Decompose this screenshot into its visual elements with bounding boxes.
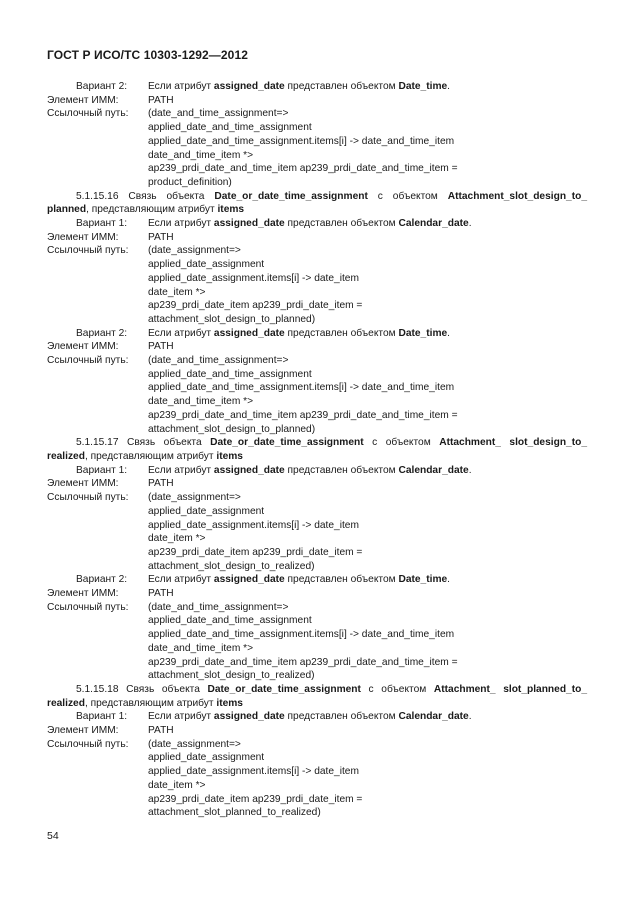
mapping-row [47,368,587,382]
mapping-row [47,327,587,341]
text-span: представлен объектом [284,464,399,476]
bold-term: Date_or_date_time_assignment [207,683,361,695]
text-span: ap239_prdi_date_and_time_item ap239_prdi_date_and_time_item = [148,656,458,668]
text-span: ap239_prdi_date_item ap239_prdi_date_item = [148,793,363,805]
row-label [47,313,148,327]
text-span: PATH [148,725,174,737]
page-header: ГОСТ Р ИСО/ТС 10303-1292—2012 [47,48,248,62]
text-span: Если атрибут [148,81,214,92]
text-span: attachment_slot_planned_to_realized) [148,807,321,819]
mapping-row [47,642,587,656]
row-label: Вариант 1: [76,464,128,476]
bold-term: items [217,204,245,216]
bold-term: assigned_date [213,711,285,723]
row-value [148,738,587,752]
mapping-row [47,505,587,519]
text-span: Если атрибут [148,464,214,476]
mapping-row [47,80,587,94]
text-span: (date_assignment=> [148,738,241,750]
mapping-row [47,751,587,765]
row-label: Элемент ИММ: [47,231,119,243]
mapping-row [47,299,587,313]
text-span: attachment_slot_design_to_realized) [148,670,315,682]
text-span: представлен объектом [284,574,399,586]
section-heading [47,683,587,710]
row-value [148,546,587,560]
row-label [47,779,148,793]
mapping-row [47,601,587,615]
text-span: applied_date_assignment [148,505,265,517]
mapping-row [47,381,587,395]
row-value [148,656,587,670]
text-span: applied_date_assignment [148,752,265,764]
row-value [148,381,587,395]
row-label [47,258,148,272]
row-value [148,217,587,231]
row-value [148,409,587,423]
row-value [148,793,587,807]
row-value [148,80,587,94]
text-span: (date_and_time_assignment=> [148,601,289,613]
text-span: Если атрибут [148,327,214,339]
row-label: Элемент ИММ: [47,341,119,353]
mapping-row [47,107,587,121]
row-label [47,560,148,574]
row-label: Элемент ИММ: [47,94,119,106]
row-label: Ссылочный путь: [47,108,129,120]
row-label [47,546,148,560]
text-span: applied_date_and_time_assignment.items[i] -> date_and_time_item [148,629,455,641]
row-value [148,642,587,656]
mapping-row [47,710,587,724]
text-span: . [468,218,472,230]
mapping-row [47,258,587,272]
bold-term: assigned_date [213,218,285,230]
text-span: attachment_slot_design_to_planned) [148,313,316,325]
mapping-row [47,779,587,793]
text-span: (date_and_time_assignment=> [148,355,289,367]
row-value [148,107,587,121]
row-value [148,560,587,574]
mapping-row [47,560,587,574]
mapping-row [47,286,587,300]
bold-term: Date_or_date_time_assignment [210,437,364,449]
mapping-row [47,519,587,533]
row-label [47,368,148,382]
row-label: Ссылочный путь: [47,738,129,750]
row-label: Элемент ИММ: [47,725,119,737]
row-label [47,806,148,820]
row-label [47,532,148,546]
bold-term: Date_time [398,574,448,586]
page-number: 54 [47,830,59,842]
text-span: представлен объектом [284,327,399,339]
text-span: applied_date_assignment.items[i] -> date_item [148,272,359,284]
bold-term: Attachment_slot_design_to_ planned [47,190,587,216]
row-label [47,409,148,423]
section-heading [47,436,587,463]
mapping-row [47,313,587,327]
text-span: 5.1.15.16 Связь объекта [76,190,215,202]
text-span: с объектом [360,683,434,695]
mapping-row [47,628,587,642]
mapping-row [47,587,587,601]
row-value [148,477,587,491]
mapping-row [47,491,587,505]
text-span: . [447,81,451,92]
mapping-row [47,423,587,437]
mapping-row [47,669,587,683]
text-span: attachment_slot_design_to_realized) [148,560,315,572]
row-value [148,505,587,519]
row-label: Ссылочный путь: [47,492,129,504]
text-span: ap239_prdi_date_and_time_item ap239_prdi_date_and_time_item = [148,163,458,175]
text-span: . [468,464,472,476]
row-label: Вариант 1: [76,711,128,723]
mapping-row [47,464,587,478]
text-span: date_and_time_item *> [148,642,254,654]
text-span: . [447,574,451,586]
text-span: представлен объектом [284,218,399,230]
row-label [47,162,148,176]
row-label: Вариант 1: [76,218,128,230]
row-label [47,793,148,807]
mapping-row [47,724,587,738]
row-label [47,642,148,656]
text-span: 5.1.15.17 Связь объекта [76,437,211,449]
mapping-row [47,409,587,423]
mapping-row [47,176,587,190]
text-span: Если атрибут [148,218,214,230]
bold-term: Attachment_ slot_design_to_ realized [47,437,587,462]
mapping-row [47,135,587,149]
row-label [47,299,148,313]
text-span: date_and_time_item *> [148,149,254,161]
row-label [47,135,148,149]
row-value [148,587,587,601]
text-span: attachment_slot_design_to_planned) [148,423,316,435]
row-value [148,779,587,793]
mapping-row [47,231,587,245]
text-span: PATH [148,588,174,600]
text-span: Если атрибут [148,574,214,586]
row-label [47,286,148,300]
bold-term: items [216,697,243,709]
row-value [148,327,587,341]
mapping-row [47,94,587,108]
text-span: PATH [148,478,174,490]
mapping-row [47,272,587,286]
mapping-row [47,806,587,820]
mapping-row [47,793,587,807]
row-value [148,286,587,300]
row-label: Элемент ИММ: [47,588,119,600]
bold-term: Calendar_date [398,464,469,476]
row-label [47,519,148,533]
row-value [148,176,587,190]
mapping-row [47,162,587,176]
row-label [47,614,148,628]
text-span: PATH [148,341,174,353]
row-value [148,354,587,368]
row-value [148,765,587,779]
text-span: applied_date_assignment.items[i] -> date_item [148,519,359,531]
row-value [148,573,587,587]
row-value [148,299,587,313]
mapping-row [47,573,587,587]
row-label: Вариант 2: [76,327,128,339]
bold-term: assigned_date [213,81,285,92]
mapping-row [47,121,587,135]
text-span: ap239_prdi_date_and_time_item ap239_prdi_date_and_time_item = [148,409,458,421]
row-value [148,149,587,163]
row-value [148,532,587,546]
row-value [148,710,587,724]
bold-term: Attachment_ slot_planned_to_ realized [47,683,587,709]
row-value [148,724,587,738]
row-value [148,272,587,286]
bold-term: assigned_date [213,327,285,339]
row-value [148,121,587,135]
row-value [148,231,587,245]
row-label [47,395,148,409]
bold-term: Calendar_date [398,711,469,723]
row-value [148,751,587,765]
row-value [148,423,587,437]
text-span: applied_date_and_time_assignment.items[i] -> date_and_time_item [148,135,455,147]
row-label: Вариант 2: [76,574,128,586]
text-span: applied_date_assignment [148,259,265,271]
text-span: , представляющим атрибут [84,450,217,462]
row-value [148,368,587,382]
row-label [47,656,148,670]
text-span: . [468,711,472,723]
row-value [148,395,587,409]
text-span: представлен объектом [284,81,399,92]
row-label: Ссылочный путь: [47,601,129,613]
row-value [148,162,587,176]
row-value [148,519,587,533]
bold-term: Date_time [398,81,448,92]
text-span: (date_and_time_assignment=> [148,108,289,120]
row-value [148,258,587,272]
text-span: date_item *> [148,779,206,791]
mapping-row [47,340,587,354]
row-label [47,505,148,519]
text-span: date_item *> [148,286,206,298]
row-label [47,121,148,135]
text-span: (date_assignment=> [148,492,241,504]
row-value [148,244,587,258]
bold-term: assigned_date [213,464,285,476]
row-value [148,491,587,505]
mapping-row [47,149,587,163]
row-label [47,423,148,437]
section-heading [47,190,587,217]
row-label: Ссылочный путь: [47,245,129,257]
bold-term: Date_or_date_time_assignment [214,190,368,202]
mapping-row [47,614,587,628]
row-value [148,614,587,628]
text-span: ap239_prdi_date_item ap239_prdi_date_item = [148,546,363,558]
text-span: applied_date_assignment.items[i] -> date_item [148,766,359,778]
mapping-row [47,546,587,560]
text-span: PATH [148,94,174,106]
text-span: applied_date_and_time_assignment [148,368,312,380]
text-span: с объектом [363,437,440,449]
row-label [47,381,148,395]
row-value [148,313,587,327]
row-label [47,628,148,642]
row-value [148,669,587,683]
row-label [47,751,148,765]
text-span: applied_date_and_time_assignment.items[i] -> date_and_time_item [148,382,455,394]
bold-term: Calendar_date [398,218,469,230]
text-span: product_definition) [148,176,232,188]
mapping-row [47,738,587,752]
row-label [47,272,148,286]
row-label [47,149,148,163]
row-value [148,340,587,354]
mapping-row [47,217,587,231]
mapping-row [47,477,587,491]
bold-term: assigned_date [213,574,285,586]
text-span: . [447,327,451,339]
text-span: Если атрибут [148,711,214,723]
text-span: , представляющим атрибут [86,204,218,216]
bold-term: Date_time [398,327,448,339]
row-value [148,601,587,615]
text-span: ap239_prdi_date_item ap239_prdi_date_item = [148,300,363,312]
mapping-row [47,354,587,368]
row-label: Вариант 2: [76,81,128,92]
text-span: с объектом [367,190,448,202]
mapping-row [47,244,587,258]
document-body [47,80,587,820]
mapping-row [47,532,587,546]
text-span: PATH [148,231,174,243]
text-span: представлен объектом [284,711,399,723]
text-span: 5.1.15.18 Связь объекта [76,683,208,695]
mapping-row [47,765,587,779]
text-span: date_and_time_item *> [148,396,254,408]
row-value [148,135,587,149]
row-label [47,669,148,683]
row-label: Ссылочный путь: [47,355,129,367]
row-value [148,628,587,642]
row-label: Элемент ИММ: [47,478,119,490]
text-span: applied_date_and_time_assignment [148,615,312,627]
row-label [47,176,148,190]
row-value [148,464,587,478]
mapping-row [47,656,587,670]
text-span: date_item *> [148,533,206,545]
row-value [148,806,587,820]
row-label [47,765,148,779]
mapping-row [47,395,587,409]
row-value [148,94,587,108]
bold-term: items [216,450,243,462]
text-span: (date_assignment=> [148,245,241,257]
text-span: , представляющим атрибут [84,697,217,709]
text-span: applied_date_and_time_assignment [148,122,312,134]
